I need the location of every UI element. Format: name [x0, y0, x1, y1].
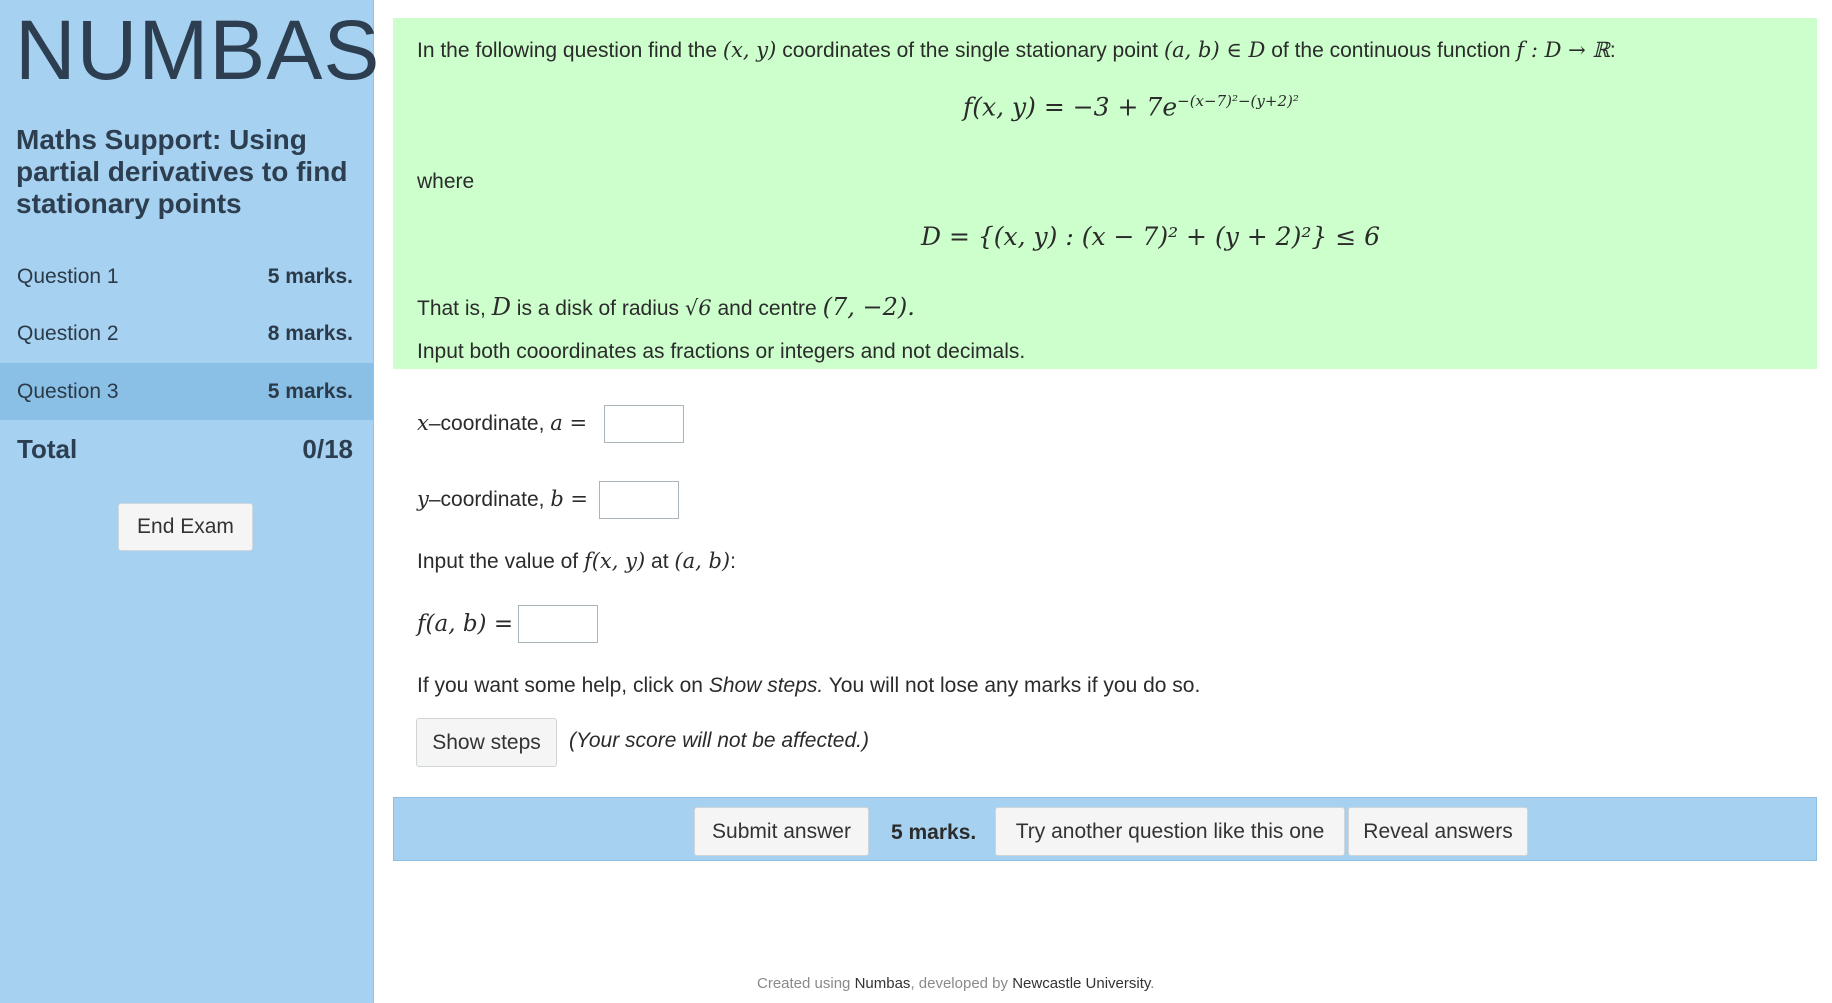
exam-title: Maths Support: Using partial derivatives to find stationary points: [16, 124, 348, 219]
y-coordinate-input[interactable]: [599, 481, 679, 519]
total-label: Total: [17, 433, 78, 464]
total-value: 0/18: [302, 433, 353, 464]
score-note: (Your score will not be affected.): [569, 729, 869, 752]
domain-equation: D = {(x, y) : (x − 7)² + (y + 2)²} ≤ 6: [921, 222, 1380, 251]
footer: Created using Numbas, developed by Newcastle University.: [757, 975, 1155, 992]
statement-intro: In the following question find the (x, y) coordinates of the single stationary point (a, b) ∈ D of the continuous function f : D → ℝ:: [417, 38, 1616, 62]
total-score: [0, 424, 373, 474]
question-marks: 8 marks.: [267, 321, 353, 345]
numbas-logo[interactable]: NUMBAS: [15, 3, 381, 97]
disk-description: That is, D is a disk of radius √6 and centre (7, −2).: [417, 293, 915, 321]
end-exam-button[interactable]: End Exam: [118, 503, 253, 551]
x-coordinate-input[interactable]: [604, 405, 684, 443]
function-equation: f(x, $y) = -3 + 7e^{-(x-7)^2-(y+2)^2}$: [963, 92, 1299, 122]
input-instruction: Input both cooordinates as fractions or integers and not decimals.: [417, 340, 1026, 363]
x-coordinate-label: x–coordinate, a =: [417, 411, 588, 435]
question-marks: 5 marks.: [267, 264, 353, 288]
y-coordinate-label: y–coordinate, b =: [417, 487, 589, 511]
question-marks: 5 marks.: [267, 379, 353, 403]
show-steps-button[interactable]: Show steps: [416, 718, 557, 767]
newcastle-university-link[interactable]: Newcastle University: [1012, 975, 1151, 992]
question-marks: 5 marks.: [891, 821, 977, 844]
f-value-label: f(a, b) =: [417, 611, 514, 637]
question-label: Question 2: [17, 321, 119, 345]
f-value-input[interactable]: [518, 605, 598, 643]
sidebar: [0, 0, 381, 1003]
where-text: where: [417, 170, 475, 193]
help-text: If you want some help, click on Show steps. You will not lose any marks if you do so.: [417, 674, 1201, 697]
f-value-prompt: Input the value of f(x, y) at (a, b):: [417, 549, 736, 573]
reveal-answers-button[interactable]: Reveal answers: [1348, 807, 1528, 856]
question-statement: [393, 18, 1817, 369]
numbas-link[interactable]: Numbas: [854, 975, 911, 992]
sidebar-item-question-1[interactable]: [0, 248, 373, 305]
sidebar-item-question-2[interactable]: [0, 305, 373, 362]
question-label: Question 3: [17, 379, 119, 403]
try-another-question-button[interactable]: Try another question like this one: [995, 807, 1345, 856]
submit-answer-button[interactable]: Submit answer: [694, 807, 869, 856]
sidebar-item-question-3[interactable]: [0, 363, 373, 420]
question-label: Question 1: [17, 264, 119, 288]
